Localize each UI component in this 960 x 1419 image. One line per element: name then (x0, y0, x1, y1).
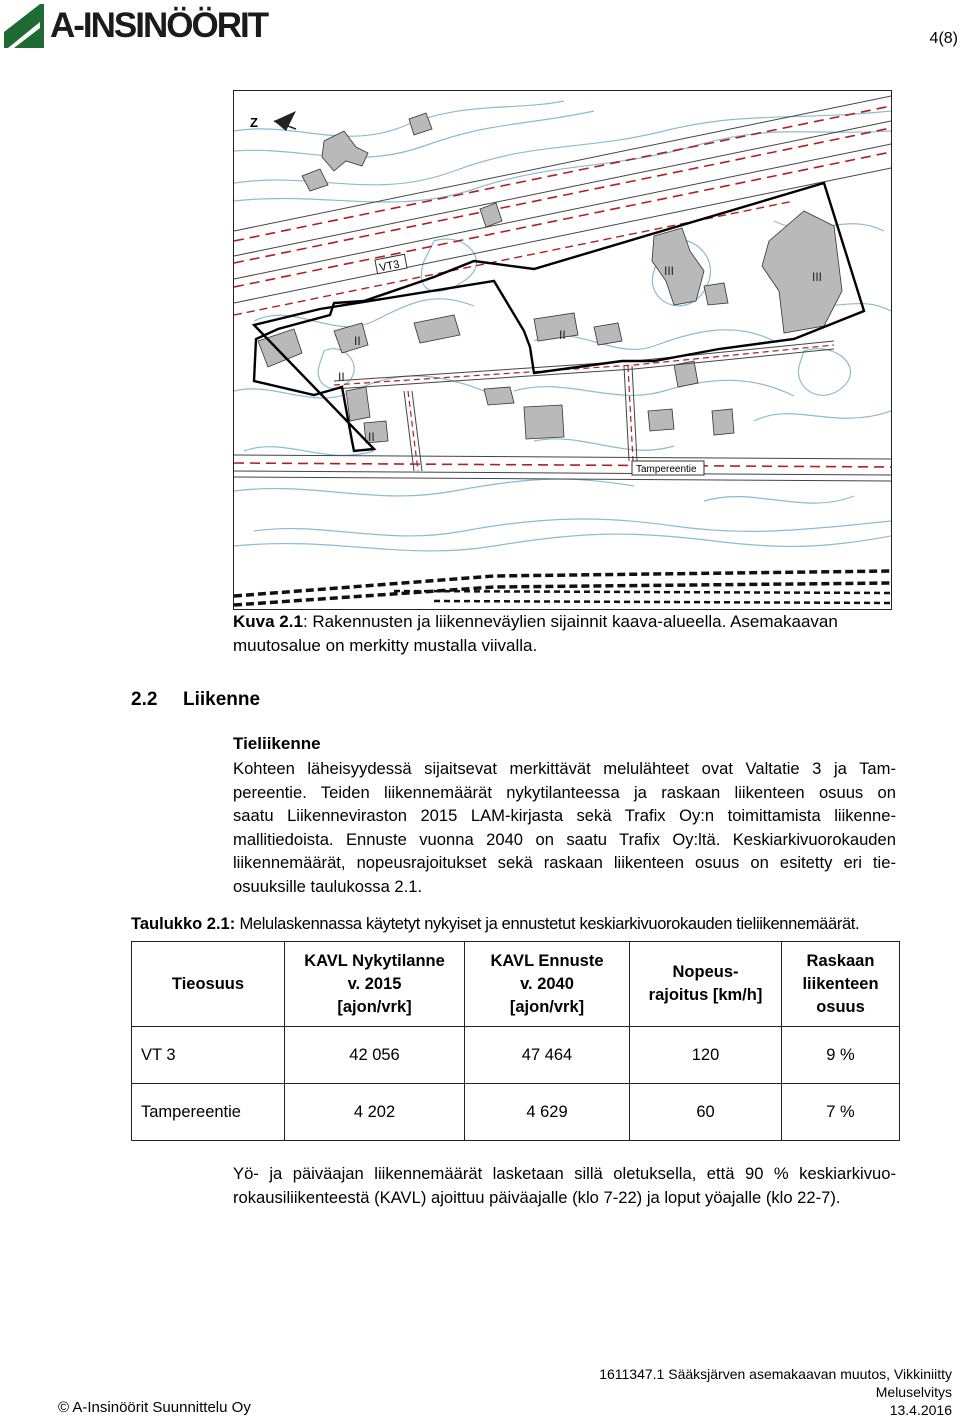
header-tieosuus: Tieosuus (132, 942, 285, 1027)
paragraph-line: Kohteen läheisyydessä sijaitsevat merkittävät melulähteet ovat Valtatie 3 ja Tam- (233, 759, 896, 778)
header-speed-limit: Nopeus- rajoitus [km/h] (630, 942, 782, 1027)
cell-speed: 120 (630, 1027, 782, 1084)
paragraph-day-night (233, 1162, 896, 1209)
tampereentie-label: Tampereentie (636, 464, 697, 475)
header-heavy-share: Raskaan liikenteen osuus (782, 942, 900, 1027)
cell-heavy: 7 % (782, 1084, 900, 1141)
north-label: Z (250, 115, 258, 130)
cell-road: Tampereentie (132, 1084, 285, 1141)
logo-wordmark: A-INSINÖÖRIT (50, 6, 268, 45)
label-ii-a: II (354, 334, 361, 348)
tampereentie-road (234, 455, 891, 481)
table-caption (131, 915, 859, 934)
cell-speed: 60 (630, 1084, 782, 1141)
railway (234, 571, 891, 605)
figure-caption (233, 610, 893, 658)
footer-project: 1611347.1 Sääksjärven asemakaavan muutos, Vikkiniitty (599, 1366, 952, 1382)
section-number: 2.2 (131, 689, 158, 710)
cell-kavl-2015: 4 202 (285, 1084, 465, 1141)
traffic-volume-table (131, 941, 900, 1141)
label-iii-b: III (812, 270, 823, 284)
page-number: 4(8) (929, 30, 958, 47)
site-map-drawing (234, 91, 891, 609)
subheading: Tieliikenne (233, 734, 321, 753)
table-header-row (132, 942, 900, 1027)
logo-mark-icon (4, 4, 48, 48)
paragraph-line: rokausiliikenteestä (KAVL) ajoittuu päiväajalle (klo 7-22) ja loput yöajalle (klo 22-7). (233, 1187, 841, 1207)
figure-label: Kuva 2.1 (233, 612, 303, 631)
footer-copyright: © A-Insinöörit Suunnittelu Oy (58, 1399, 251, 1416)
table-caption-text: Melulaskennassa käytetyt nykyiset ja ennustetut keskiarkivuorokauden tieliikennemäärät. (235, 915, 860, 933)
section-heading (131, 689, 260, 711)
label-iii-a: III (664, 264, 675, 278)
paragraph-line: pereentie. Teiden liikennemäärät nykytilanteessa ja raskaan liikenteen osuus on (233, 782, 896, 802)
table-row (132, 1084, 900, 1141)
cell-kavl-2040: 4 629 (465, 1084, 630, 1141)
cell-kavl-2040: 47 464 (465, 1027, 630, 1084)
site-map (233, 90, 892, 610)
north-arrow-icon (274, 111, 296, 131)
paragraph-line: osuuksille taulukossa 2.1. (233, 876, 423, 896)
label-ii-b: II (559, 328, 566, 342)
footer-document-info (599, 1365, 952, 1419)
figure-caption-line2: muutosalue on merkitty mustalla viivalla. (233, 636, 538, 655)
buildings (258, 113, 842, 443)
section-title: Liikenne (183, 689, 261, 710)
header-kavl-2015: KAVL Nykytilanne v. 2015 [ajon/vrk] (285, 942, 465, 1027)
header-kavl-2040: KAVL Ennuste v. 2040 [ajon/vrk] (465, 942, 630, 1027)
cell-heavy: 9 % (782, 1027, 900, 1084)
figure-caption-line1: : Rakennusten ja liikenneväylien sijainnit kaava-alueella. Asemakaavan (302, 612, 838, 631)
paragraph-line: saatu Liikenneviraston 2015 LAM-kirjasta sekä Trafix Oy:n toimittamista liikenne- (233, 806, 896, 825)
footer-date: 13.4.2016 (889, 1402, 952, 1418)
paragraph-line: liikennemäärät, nopeusrajoitukset sekä raskaan liikenteen osuus on esitetty eri tie- (233, 853, 896, 872)
table-label: Taulukko 2.1: (131, 915, 236, 933)
footer-report: Meluselvitys (875, 1384, 952, 1400)
label-ii-d: II (368, 430, 375, 444)
table-row (132, 1027, 900, 1084)
vt3-label: VT3 (378, 258, 401, 275)
label-ii-c: II (338, 370, 345, 384)
paragraph-line: Yö- ja päiväajan liikennemäärät lasketaan sillä oletuksella, että 90 % keskiarkivuo- (233, 1164, 896, 1183)
paragraph-line: mallitiedoista. Ennuste vuonna 2040 on saatu Trafix Oy:ltä. Keskiarkivuorokauden (233, 829, 896, 849)
cell-kavl-2015: 42 056 (285, 1027, 465, 1084)
paragraph-road-traffic (233, 757, 896, 898)
cell-road: VT 3 (132, 1027, 285, 1084)
